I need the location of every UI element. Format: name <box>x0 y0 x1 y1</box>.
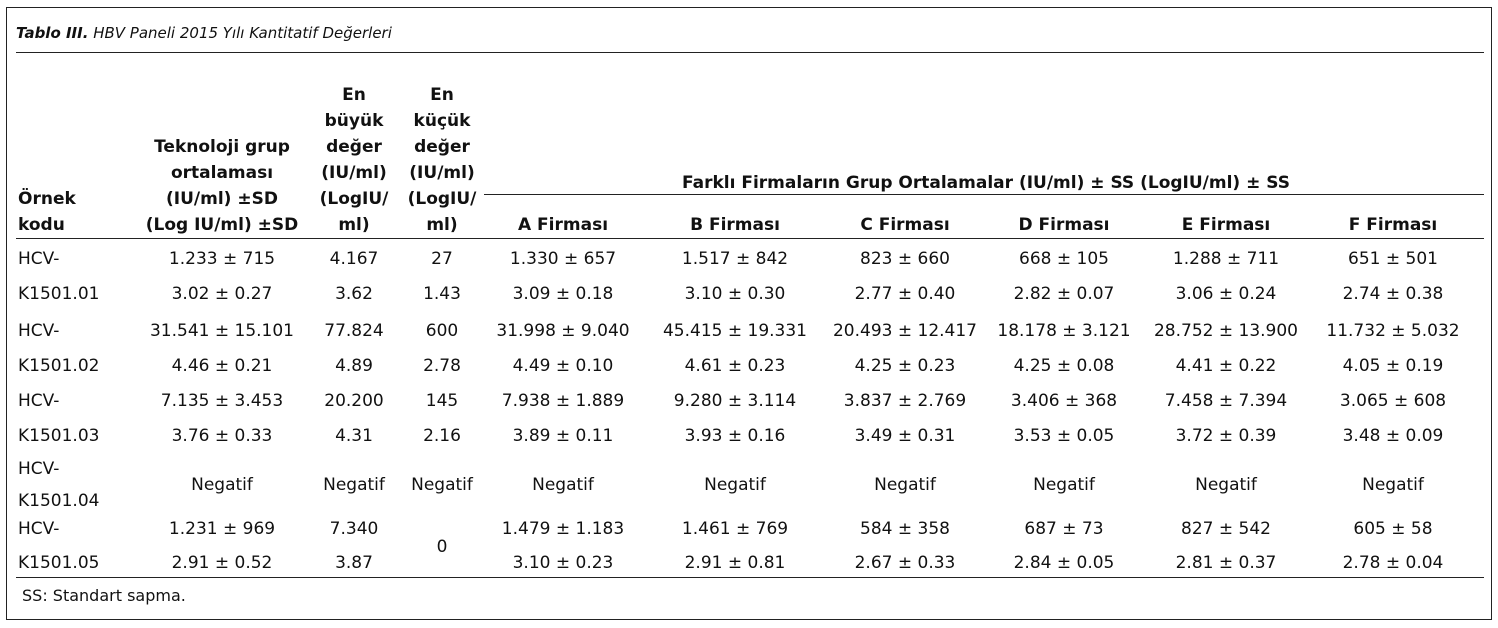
header-min-1: En <box>430 85 454 105</box>
row-9-firm-c: 584 ± 358 <box>860 519 950 539</box>
row-9-10-min-merged: 0 <box>436 537 448 557</box>
row-5-firm-c: 3.837 ± 2.769 <box>843 391 967 411</box>
header-firm-e: E Firması <box>1181 215 1271 235</box>
negative-tech: Negatif <box>191 475 253 495</box>
row-5-firm-e: 7.458 ± 7.394 <box>1164 391 1288 411</box>
row-4-firm-d: 4.25 ± 0.08 <box>1013 356 1115 376</box>
row-3-firm-a: 31.998 ± 9.040 <box>496 321 630 341</box>
row-5-firm-a: 7.938 ± 1.889 <box>501 391 625 411</box>
row-5-code: HCV- <box>18 391 60 411</box>
row-9-firm-b: 1.461 ± 769 <box>681 519 789 539</box>
caption-label: Tablo III. <box>16 24 89 42</box>
row-9-max: 7.340 <box>329 519 379 539</box>
row-9-firm-f: 605 ± 58 <box>1353 519 1433 539</box>
row-4-firm-e: 4.41 ± 0.22 <box>1175 356 1277 376</box>
row-5-tech: 7.135 ± 3.453 <box>160 391 284 411</box>
negative-max: Negatif <box>323 475 385 495</box>
row-1-code: HCV- <box>18 249 60 269</box>
row-4-firm-f: 4.05 ± 0.19 <box>1342 356 1444 376</box>
row-6-code: K1501.03 <box>18 426 100 446</box>
row-9-firm-e: 827 ± 542 <box>1181 519 1271 539</box>
row-5-min: 145 <box>425 391 459 411</box>
row-9-firm-d: 687 ± 73 <box>1024 519 1104 539</box>
negative-firm-c: Negatif <box>874 475 936 495</box>
header-min-2: küçük <box>413 111 471 131</box>
row-10-code: K1501.05 <box>18 553 100 573</box>
negative-firm-d: Negatif <box>1033 475 1095 495</box>
row-5-firm-b: 9.280 ± 3.114 <box>673 391 797 411</box>
row-3-min: 600 <box>425 321 459 341</box>
row-10-firm-c: 2.67 ± 0.33 <box>854 553 956 573</box>
row-10-firm-b: 2.91 ± 0.81 <box>684 553 786 573</box>
row-9-tech: 1.231 ± 969 <box>168 519 276 539</box>
row-3-max: 77.824 <box>324 321 384 341</box>
row-1-firm-e: 1.288 ± 711 <box>1172 249 1280 269</box>
row-3-firm-d: 18.178 ± 3.121 <box>997 321 1131 341</box>
header-firm-a: A Firması <box>517 215 609 235</box>
row-6-max: 4.31 <box>335 426 373 446</box>
row-6-firm-f: 3.48 ± 0.09 <box>1342 426 1444 446</box>
row-10-max: 3.87 <box>335 553 373 573</box>
row-5-firm-d: 3.406 ± 368 <box>1010 391 1118 411</box>
header-max-4: (IU/ml) <box>321 163 387 183</box>
row-3-firm-b: 45.415 ± 19.331 <box>662 321 808 341</box>
row-4-code: K1501.02 <box>18 356 100 376</box>
row-2-firm-e: 3.06 ± 0.24 <box>1175 284 1277 304</box>
header-min-4: (IU/ml) <box>409 163 475 183</box>
row-10-tech: 2.91 ± 0.52 <box>171 553 273 573</box>
group-span-rule <box>484 194 1484 195</box>
row-1-firm-b: 1.517 ± 842 <box>681 249 789 269</box>
row-2-firm-b: 3.10 ± 0.30 <box>684 284 786 304</box>
row-6-firm-a: 3.89 ± 0.11 <box>512 426 614 446</box>
table-bottom-rule <box>16 577 1484 578</box>
header-firm-f: F Firması <box>1348 215 1438 235</box>
row-2-firm-c: 2.77 ± 0.40 <box>854 284 956 304</box>
row-6-tech: 3.76 ± 0.33 <box>171 426 273 446</box>
row-10-firm-e: 2.81 ± 0.37 <box>1175 553 1277 573</box>
header-min-5: (LogIU/ <box>407 189 477 209</box>
row-10-firm-f: 2.78 ± 0.04 <box>1342 553 1444 573</box>
row-2-tech: 3.02 ± 0.27 <box>171 284 273 304</box>
row-4-firm-c: 4.25 ± 0.23 <box>854 356 956 376</box>
header-sample-code-2: kodu <box>18 215 65 235</box>
row-9-firm-a: 1.479 ± 1.183 <box>501 519 625 539</box>
header-max-5: (LogIU/ <box>319 189 389 209</box>
negative-firm-b: Negatif <box>704 475 766 495</box>
row-1-tech: 1.233 ± 715 <box>168 249 276 269</box>
negative-min: Negatif <box>411 475 473 495</box>
header-tech-1: Teknoloji grup <box>154 137 290 157</box>
caption-rule <box>16 52 1484 53</box>
row-4-firm-a: 4.49 ± 0.10 <box>512 356 614 376</box>
row-8-code: K1501.04 <box>18 491 100 511</box>
row-5-max: 20.200 <box>324 391 384 411</box>
row-1-firm-a: 1.330 ± 657 <box>509 249 617 269</box>
header-group-span: Farklı Firmaların Grup Ortalamalar (IU/ml) ± SS (LogIU/ml) ± SS <box>682 173 1290 193</box>
row-6-firm-c: 3.49 ± 0.31 <box>854 426 956 446</box>
row-2-firm-d: 2.82 ± 0.07 <box>1013 284 1115 304</box>
header-max-2: büyük <box>324 111 384 131</box>
row-1-firm-d: 668 ± 105 <box>1019 249 1109 269</box>
header-tech-3: (IU/ml) ±SD <box>166 189 278 209</box>
negative-firm-a: Negatif <box>532 475 594 495</box>
row-4-min: 2.78 <box>423 356 461 376</box>
row-3-tech: 31.541 ± 15.101 <box>149 321 295 341</box>
row-10-firm-a: 3.10 ± 0.23 <box>512 553 614 573</box>
row-2-max: 3.62 <box>335 284 373 304</box>
row-6-firm-e: 3.72 ± 0.39 <box>1175 426 1277 446</box>
row-4-tech: 4.46 ± 0.21 <box>171 356 273 376</box>
header-firm-b: B Firması <box>690 215 780 235</box>
header-firm-c: C Firması <box>860 215 950 235</box>
header-min-3: değer <box>414 137 470 157</box>
row-3-firm-f: 11.732 ± 5.032 <box>1326 321 1460 341</box>
row-10-firm-d: 2.84 ± 0.05 <box>1013 553 1115 573</box>
row-6-min: 2.16 <box>423 426 461 446</box>
header-sample-code-1: Örnek <box>18 189 76 209</box>
row-1-max: 4.167 <box>329 249 379 269</box>
row-2-firm-f: 2.74 ± 0.38 <box>1342 284 1444 304</box>
row-3-firm-e: 28.752 ± 13.900 <box>1153 321 1299 341</box>
header-min-6: ml) <box>426 215 458 235</box>
row-6-firm-d: 3.53 ± 0.05 <box>1013 426 1115 446</box>
row-9-code: HCV- <box>18 519 60 539</box>
row-5-firm-f: 3.065 ± 608 <box>1339 391 1447 411</box>
row-7-code: HCV- <box>18 459 60 479</box>
row-1-firm-c: 823 ± 660 <box>860 249 950 269</box>
row-1-min: 27 <box>431 249 453 269</box>
header-max-1: En <box>342 85 366 105</box>
row-6-firm-b: 3.93 ± 0.16 <box>684 426 786 446</box>
row-4-firm-b: 4.61 ± 0.23 <box>684 356 786 376</box>
row-2-firm-a: 3.09 ± 0.18 <box>512 284 614 304</box>
footnote: SS: Standart sapma. <box>22 586 186 605</box>
row-2-code: K1501.01 <box>18 284 100 304</box>
row-3-firm-c: 20.493 ± 12.417 <box>832 321 978 341</box>
header-tech-2: ortalaması <box>170 163 274 183</box>
header-max-3: değer <box>326 137 382 157</box>
negative-firm-f: Negatif <box>1362 475 1424 495</box>
row-1-firm-f: 651 ± 501 <box>1348 249 1438 269</box>
row-4-max: 4.89 <box>335 356 373 376</box>
header-rule <box>16 238 1484 239</box>
row-3-code: HCV- <box>18 321 60 341</box>
caption-text: HBV Paneli 2015 Yılı Kantitatif Değerleri <box>88 24 392 42</box>
table-caption <box>16 24 392 42</box>
header-tech-4: (Log IU/ml) ±SD <box>145 215 299 235</box>
row-2-min: 1.43 <box>423 284 461 304</box>
negative-firm-e: Negatif <box>1195 475 1257 495</box>
header-firm-d: D Firması <box>1018 215 1110 235</box>
header-max-6: ml) <box>338 215 370 235</box>
